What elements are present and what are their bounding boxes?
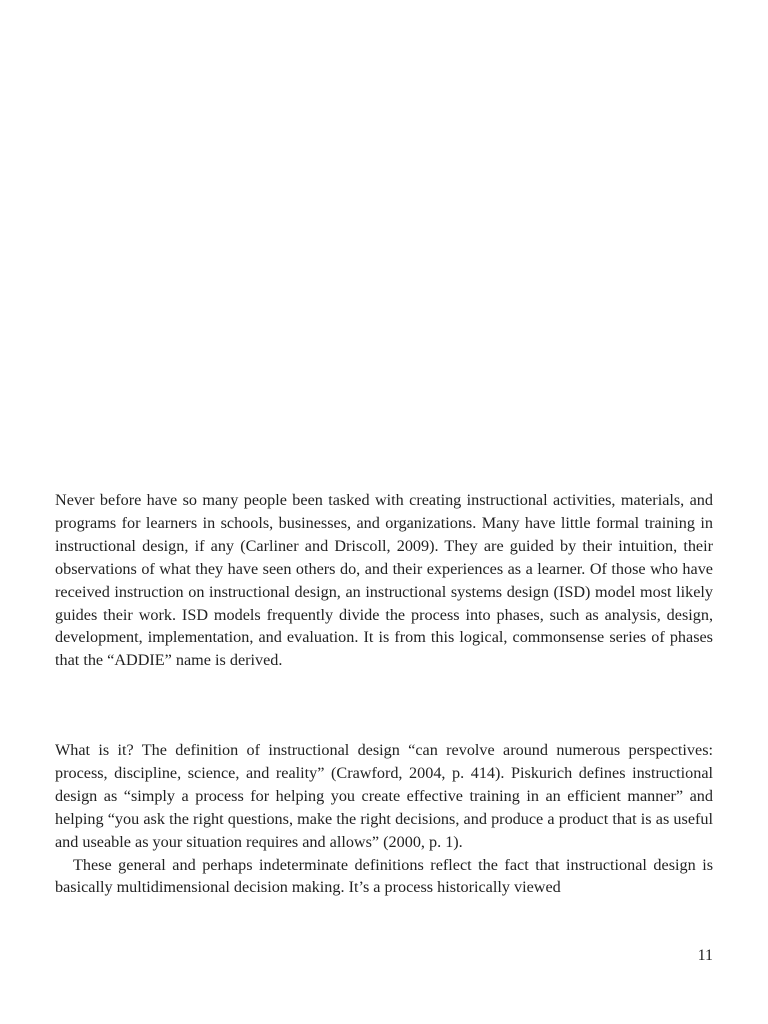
page-number: 11 <box>697 947 713 964</box>
intro-text-block <box>55 489 713 672</box>
definition-text-block <box>55 739 713 899</box>
definition-paragraph-2: These general and perhaps indeterminate definitions reflect the fact that instructional design is basically multidimensional decision making. It’s a process historically viewed <box>55 855 713 897</box>
intro-paragraph: Never before have so many people been tasked with creating instructional activities, materials, and programs for learners in schools, businesses, and organizations. Many have little formal training in instructional design, if any (Carliner and Driscoll, 2009). They are guided by their intuition, their observations of what they have seen others do, and their experiences as a learner. Of those who have received instruction on instructional design, an instructional systems design (ISD) model most likely guides their work. ISD models frequently divide the process into phases, such as analysis, design, development, implementation, and evaluation. It is from this logical, commonsense series of phases that the “ADDIE” name is derived. <box>55 491 713 670</box>
definition-paragraph-1: What is it? The definition of instructional design “can revolve around numerous perspectives: process, discipline, science, and reality” (Crawford, 2004, p. 414). Piskurich defines instructional design as “simply a process for helping you create effective training in an efficient manner” and helping “you ask the right questions, make the right decisions, and produce a product that is as useful and useable as your situation requires and allows” (2000, p. 1). <box>55 741 713 851</box>
